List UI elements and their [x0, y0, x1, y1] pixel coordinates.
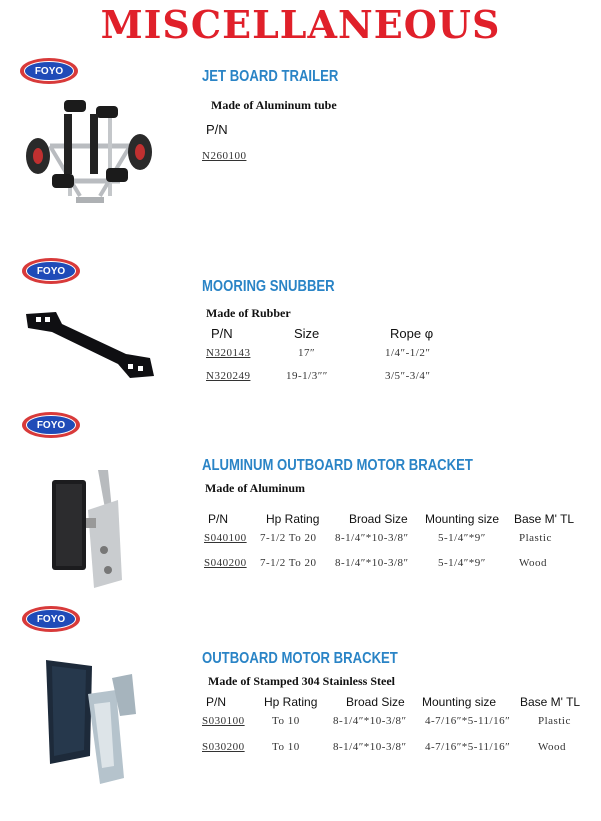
col-header-pn: P/N	[206, 122, 228, 137]
foyo-logo-text: FOYO	[26, 415, 76, 435]
foyo-logo	[20, 58, 78, 84]
broad-size-value: 8-1/4″*10-3/8″	[335, 532, 409, 544]
size-value: 17″	[298, 347, 316, 359]
col-header-hp-rating: Hp Rating	[266, 512, 320, 526]
col-header-mounting-size: Mounting size	[422, 695, 497, 709]
broad-size-value: 8-1/4″*10-3/8″	[333, 715, 407, 727]
rope-value: 3/5″-3/4″	[385, 370, 431, 382]
base-material-value: Plastic	[519, 532, 552, 544]
size-value: 19-1/3″″	[286, 370, 328, 382]
col-header-pn: P/N	[211, 326, 233, 341]
section-material: Made of Stamped 304 Stainless Steel	[208, 674, 395, 688]
col-header-mounting-size: Mounting size	[425, 512, 500, 526]
part-number: S030200	[202, 741, 245, 753]
rope-value: 1/4″-1/2″	[385, 347, 431, 359]
foyo-logo	[22, 606, 80, 632]
col-header-size: Size	[294, 326, 320, 341]
hp-rating-value: 7-1/2 To 20	[260, 532, 317, 544]
broad-size-value: 8-1/4″*10-3/8″	[335, 557, 409, 569]
col-header-broad-size: Broad Size	[349, 512, 408, 526]
page-title: MISCELLANEOUS	[100, 2, 501, 47]
aluminum-bracket-image	[48, 470, 132, 590]
base-material-value: Plastic	[538, 715, 571, 727]
hp-rating-value: 7-1/2 To 20	[260, 557, 317, 569]
foyo-logo	[22, 258, 80, 284]
foyo-logo	[22, 412, 80, 438]
base-material-value: Wood	[519, 557, 548, 569]
mounting-size-value: 4-7/16″*5-11/16″	[425, 741, 511, 753]
section-heading: JET BOARD TRAILER	[202, 68, 339, 85]
part-number: S030100	[202, 715, 245, 727]
foyo-logo-text: FOYO	[26, 261, 76, 281]
col-header-broad-size: Broad Size	[346, 695, 405, 709]
section-material: Made of Aluminum tube	[211, 98, 337, 112]
section-heading: OUTBOARD MOTOR BRACKET	[202, 650, 398, 667]
foyo-logo-text: FOYO	[24, 61, 74, 81]
part-number: N320143	[206, 347, 251, 359]
section-heading: MOORING SNUBBER	[202, 278, 335, 295]
part-number: S040100	[204, 532, 247, 544]
section-material: Made of Aluminum	[205, 481, 306, 495]
col-header-pn: P/N	[208, 512, 229, 526]
col-header-base-mtl: Base M' TL	[520, 695, 581, 709]
section-material: Made of Rubber	[206, 306, 291, 320]
mounting-size-value: 5-1/4″*9″	[438, 532, 486, 544]
hp-rating-value: To 10	[272, 715, 300, 727]
hp-rating-value: To 10	[272, 741, 300, 753]
jet-board-trailer-image	[20, 96, 160, 214]
col-header-base-mtl: Base M' TL	[514, 512, 575, 526]
section-heading: ALUMINUM OUTBOARD MOTOR BRACKET	[202, 457, 473, 474]
mounting-size-value: 5-1/4″*9″	[438, 557, 486, 569]
base-material-value: Wood	[538, 741, 567, 753]
col-header-rope: Rope φ	[390, 326, 434, 341]
part-number: N320249	[206, 370, 251, 382]
foyo-logo-text: FOYO	[26, 609, 76, 629]
part-number: N260100	[202, 150, 247, 162]
broad-size-value: 8-1/4″*10-3/8″	[333, 741, 407, 753]
col-header-pn: P/N	[206, 695, 227, 709]
part-number: S040200	[204, 557, 247, 569]
mounting-size-value: 4-7/16″*5-11/16″	[425, 715, 511, 727]
mooring-snubber-image	[18, 306, 158, 384]
col-header-hp-rating: Hp Rating	[264, 695, 318, 709]
stainless-bracket-image	[40, 654, 140, 786]
